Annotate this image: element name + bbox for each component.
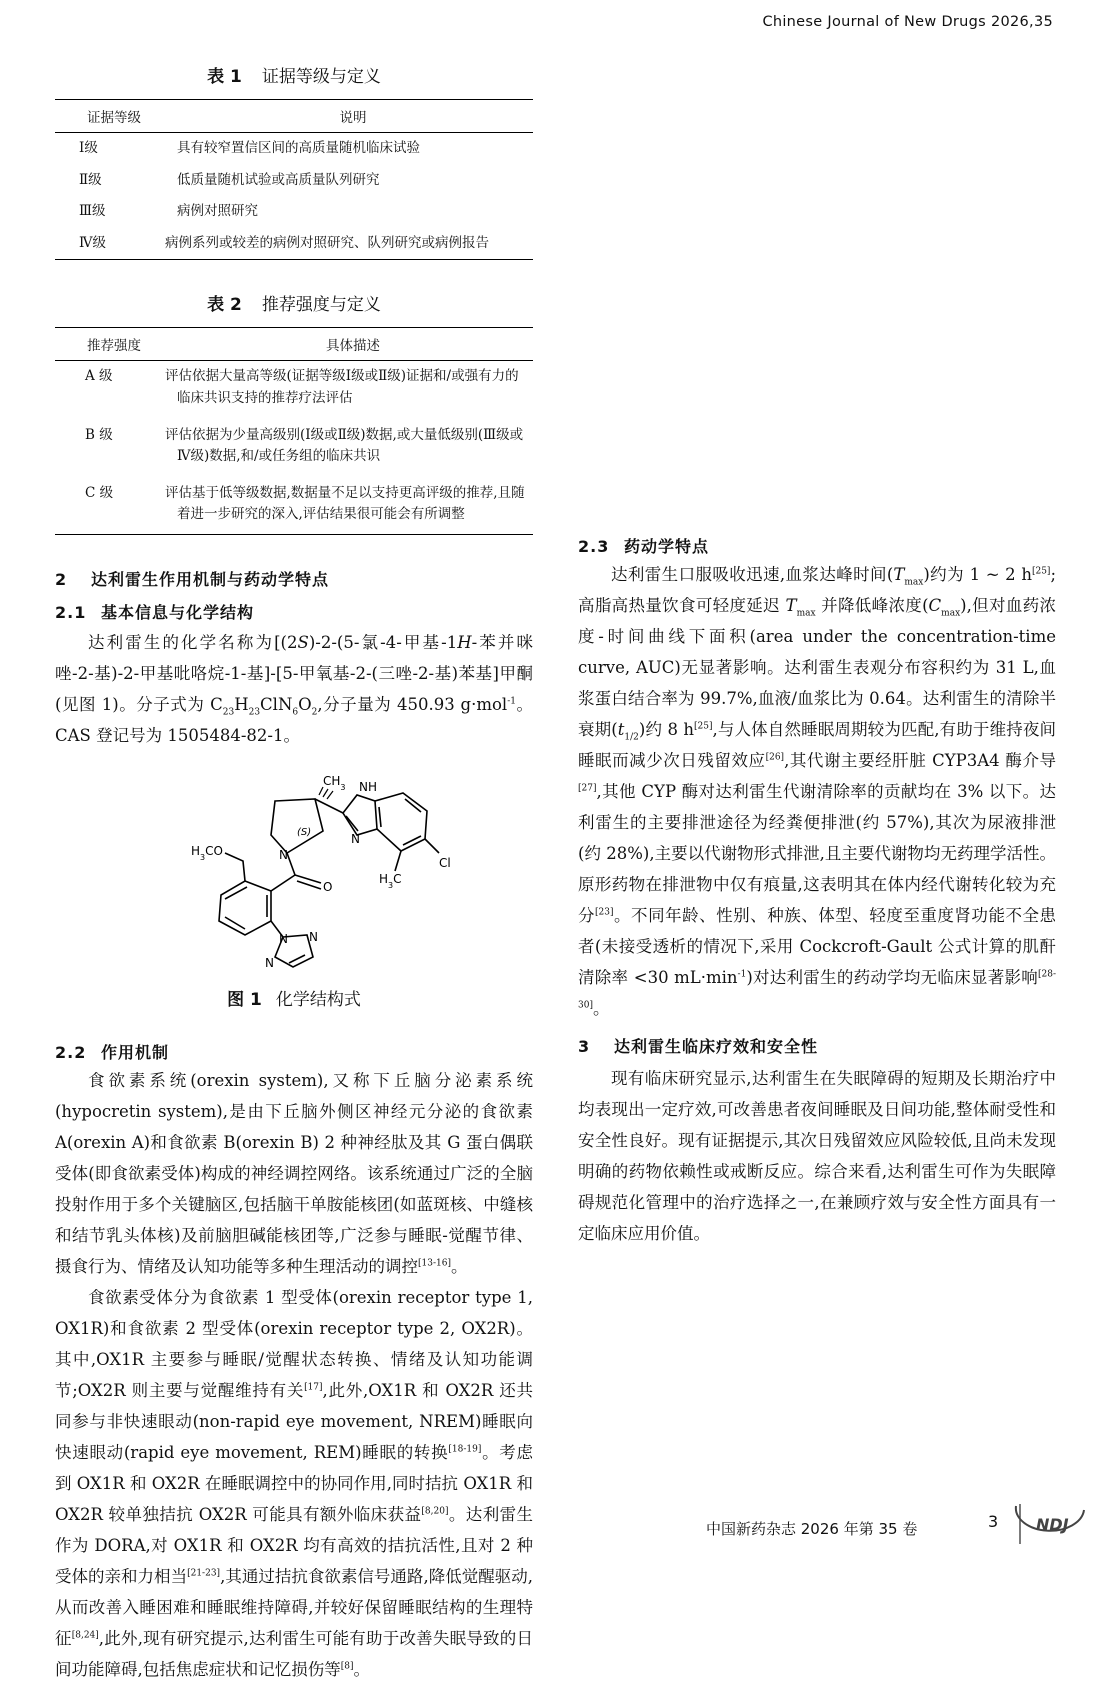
table2-header-desc: 具体描述 [173, 328, 533, 361]
section-number: 2.3 [578, 537, 610, 556]
table-cell: 病例对照研究 [177, 203, 258, 220]
table2-title: 推荐强度与定义 [261, 295, 381, 316]
atom-label: NH [359, 779, 377, 794]
pharmacokinetics-paragraph: 达利雷生口服吸收迅速,血浆达峰时间$(T_{max})$约为 1 ~ 2 h[25];高脂高热量饮食可轻度延迟 $T_{max}$ 并降低峰浓度$(C_{max})$,但对血药浓度-时间曲线下面积(area under the concentration-time curve, AUC)无显著影响。达利雷生表观分布容积约为 31 L,血浆蛋白结合率为 99.7%,血液/血浆比为 0.64。达利雷生的清除半衰期$(t_{1/2})$约 8 h[25],与人体自然睡眠周期较为匹配,有助于维持夜间睡眠而减少次日残留效应[26],其代谢主要经肝脏 CYP3A4 酶介导[27],其他 CYP 酶对达利雷生代谢清除率的贡献均在 3% 以下。达利雷生的主要排泄途径为经粪便排泄(约 57%),其次为尿液排泄(约 28%),主要以代谢物形式排泄,且主要代谢物均无药理学活性。原形药物在排泄物中仅有痕量,这表明其在体内经代谢转化较为充分[23]。不同年龄、性别、种族、体型、轻度至重度肾功能不全患者(未接受透析的情况下,采用 Cockcroft-Gault 公式计算的肌酐清除率 <30 $mL\cdot\min^{-1}$)对达利雷生的药动学均无临床显著影响[28-30]。 [578, 565, 1057, 1018]
table-cell: Ⅲ级 [79, 203, 106, 220]
atom-label: N [265, 955, 274, 970]
logo-text: NDJ [1036, 1515, 1069, 1534]
table1-header-desc: 说明 [173, 100, 533, 133]
atom-label: $H_3CO$ [191, 843, 223, 862]
footer-journal: 中国新药杂志 2026 年第 35 卷 [706, 1520, 918, 1538]
figure-title: 化学结构式 [275, 989, 361, 1010]
section-title: 达利雷生作用机制与药动学特点 [91, 569, 330, 589]
atom-label: Cl [439, 855, 451, 870]
table-cell: 评估依据大量高等级(证据等级Ⅰ级或Ⅱ级)证据和/或强有力的临床共识支持的推荐疗法评估 [165, 368, 519, 406]
table-row [55, 133, 533, 165]
left-column [55, 52, 533, 1685]
running-header: Chinese Journal of New Drugs 2026,35 [762, 14, 1053, 30]
table-cell: Ⅳ级 [79, 234, 106, 251]
section-title: 达利雷生临床疗效和安全性 [614, 1037, 819, 1056]
table-row [55, 478, 533, 535]
figure1-caption [55, 985, 533, 1010]
section-number: 3 [578, 1037, 591, 1056]
section-2-2-heading [55, 1040, 533, 1063]
atom-label: (S) [297, 826, 312, 838]
section-title: 作用机制 [101, 1042, 170, 1062]
section-2-heading [55, 567, 533, 590]
atom-label: $H_3C$ [379, 871, 402, 890]
page-number: 3 [988, 1512, 999, 1531]
table1-caption [55, 62, 533, 87]
recommendation-strength-table [55, 327, 533, 535]
table1-number: 表 1 [207, 67, 242, 87]
section-number: 2.1 [55, 602, 87, 622]
table2-header-strength: 推荐强度 [55, 328, 173, 361]
table-cell: 具有较窄置信区间的高质量随机临床试验 [177, 140, 420, 156]
mechanism-paragraph-1: 食欲素系统(orexin system),又称下丘脑分泌素系统(hypocretin system),是由下丘脑外侧区神经元分泌的食欲素 A(orexin A)和食欲素 B(orexin B) 2 种神经肽及其 G 蛋白偶联受体(即食欲素受体)构成的神经调控网络。该系统通过广泛的全脑投射作用于多个关键脑区,包括脑干单胺能核团(如蓝斑核、中缝核和结节乳头体核)及前脑胆碱能核团等,广泛参与睡眠-觉醒节律、摄食行为、情绪及认知功能等多种生理活动的调控[13-16]。 [55, 1070, 533, 1276]
journal-logo [1010, 1500, 1090, 1546]
atom-label: N [351, 831, 360, 846]
table-cell: C 级 [85, 484, 114, 501]
section-number: 2.2 [55, 1042, 87, 1062]
section-title: 药动学特点 [624, 537, 710, 556]
table-row [55, 165, 533, 197]
atom-label: N [309, 929, 318, 944]
section-2-1-heading [55, 600, 533, 623]
structure-bonds [219, 787, 439, 967]
section-title: 基本信息与化学结构 [101, 602, 255, 622]
atom-label: O [323, 879, 333, 894]
table-cell: Ⅱ级 [79, 171, 102, 188]
table-row [55, 361, 533, 420]
table-cell: 低质量随机试验或高质量队列研究 [177, 171, 380, 188]
atom-label: $CH_3$ [323, 773, 346, 792]
atom-label: N [279, 847, 288, 862]
clinical-efficacy-paragraph: 现有临床研究显示,达利雷生在失眠障碍的短期及长期治疗中均表现出一定疗效,可改善患者夜间睡眠及日间功能,整体耐受性和安全性良好。现有证据提示,其次日残留效应风险较低,且尚未发现明确的药物依赖性或戒断反应。综合来看,达利雷生可作为失眠障碍规范化管理中的治疗选择之一,在兼顾疗效与安全性方面具有一定临床应用价值。 [578, 1069, 1056, 1243]
table-cell: 评估依据为少量高级别(Ⅰ级或Ⅱ级)数据,或大量低级别(Ⅲ级或Ⅳ级)数据,和/或任务组的临床共识 [165, 426, 524, 465]
table1-header-level: 证据等级 [55, 100, 173, 133]
table-row [55, 228, 533, 260]
table1-title: 证据等级与定义 [261, 67, 381, 87]
table-cell: B 级 [85, 426, 113, 443]
section-3-heading [578, 1034, 1056, 1057]
section-2-3-heading [578, 534, 1056, 557]
table-cell: 病例系列或较差的病例对照研究、队列研究或病例报告 [165, 234, 489, 251]
table-row [55, 420, 533, 478]
right-column [578, 54, 1056, 1249]
figure-number: 图 1 [227, 989, 262, 1010]
table2-caption [55, 290, 533, 315]
evidence-level-table [55, 99, 533, 260]
mechanism-paragraph-2: 食欲素受体分为食欲素 1 型受体(orexin receptor type 1, OX1R)和食欲素 2 型受体(orexin receptor type 2, OX2R)。其中,OX1R 主要参与睡眠/觉醒状态转换、情绪及认知功能调节;OX2R 则主要与觉醒维持有关[17],此外,OX1R 和 OX2R 还共同参与非快速眼动(non-rapid eye movement, NREM)睡眠向快速眼动(rapid eye movement, REM)睡眠的转换[18-19]。考虑到 OX1R 和 OX2R 在睡眠调控中的协同作用,同时拮抗 OX1R 和 OX2R 较单独拮抗 OX2R 可能具有额外临床获益[8,20]。达利雷生作为 DORA,对 OX1R 和 OX2R 均有高效的拮抗活性,且对 2 种受体的亲和力相当[21-23],其通过拮抗食欲素信号通路,降低觉醒驱动,从而改善入睡困难和睡眠维持障碍,并较好保留睡眠结构的生理特征[8,24],此外,现有研究提示,达利雷生可能有助于改善失眠导致的日间功能障碍,包括焦虑症状和记忆损伤等[8]。 [55, 1287, 534, 1679]
atom-label: N [279, 931, 288, 946]
table-row [55, 196, 533, 228]
table2-number: 表 2 [207, 295, 242, 316]
table-cell: 评估基于低等级数据,数据量不足以支持更高评级的推荐,且随着进一步研究的深入,评估结果很可能会有所调整 [165, 484, 525, 523]
table-cell: Ⅰ级 [79, 140, 98, 156]
table-cell: A 级 [85, 368, 113, 385]
chemical-name-paragraph: 达利雷生的化学名称为[(2S)-2-(5-氯-4-甲基-1H-苯并咪唑-2-基)-2-甲基吡咯烷-1-基]-[5-甲氧基-2-(三唑-2-基)苯基]甲酮(见图 1)。分子式为 $C_{23}H_{23}ClN_6O_2$,分子量为 450.93 g·mol$^{-1}$。CAS 登记号为 1505484-82-1。 [55, 632, 534, 745]
chemical-structure-diagram [155, 771, 455, 971]
section-number: 2 [55, 569, 68, 589]
